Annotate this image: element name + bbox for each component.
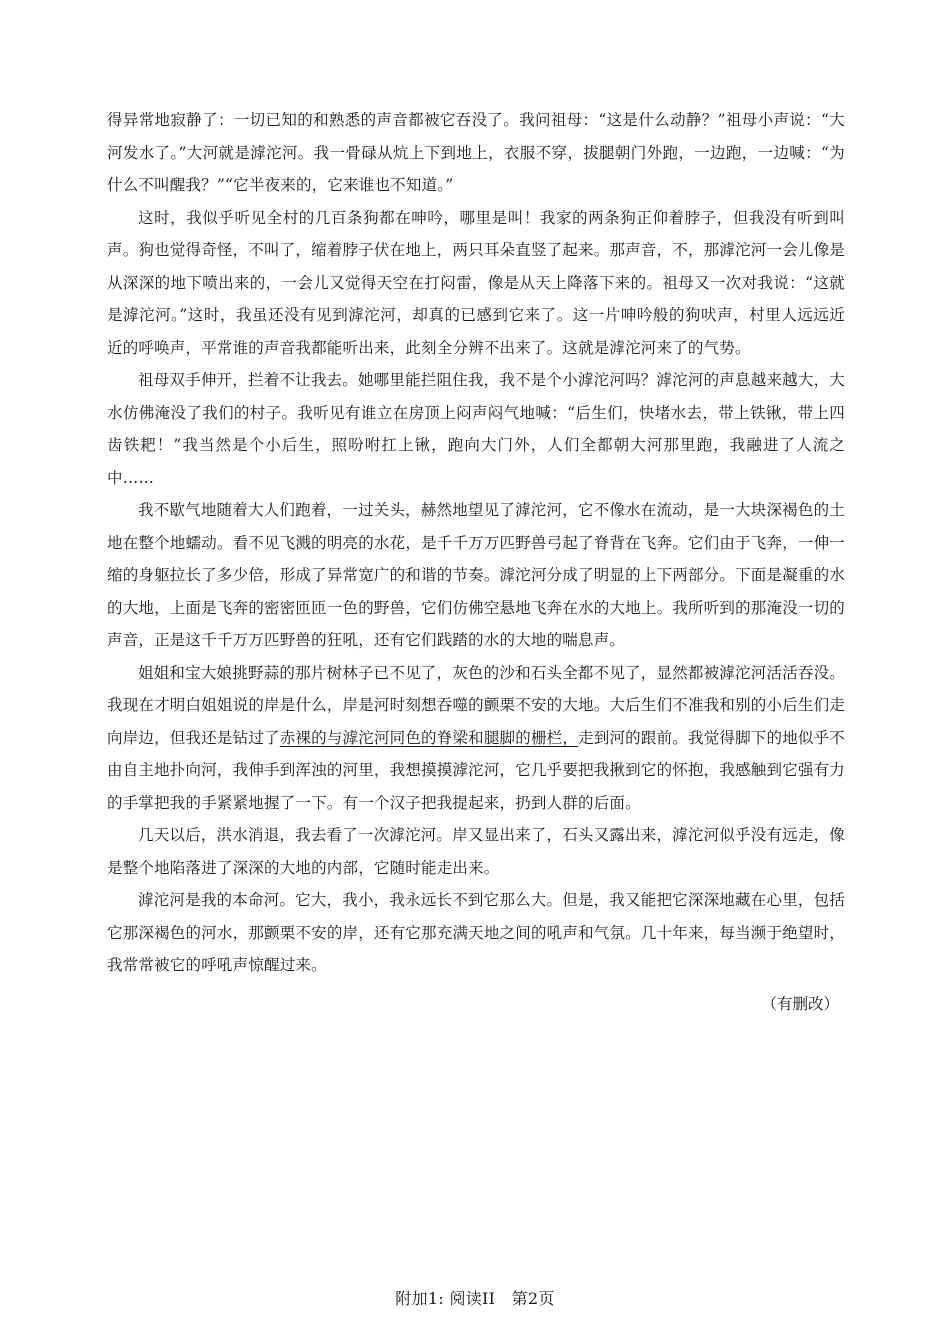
paragraph-flood-recedes: 几天以后，洪水消退，我去看了一次滹沱河。岸又显出来了，石头又露出来，滹沱河似乎没有远走，像是整个地陷落进了深深的大地的内部，它随时能走出来。 (107, 826, 845, 877)
paragraph-river-view: 我不歇气地随着大人们跑着，一过关头，赫然地望见了滹沱河，它不像水在流动，是一大块深褐色的土地在整个地蠕动。看不见飞溅的明亮的水花，是千千万万匹野兽弓起了脊背在飞奔。它们由于飞奔，一伸一缩的身躯拉长了多少倍，形成了异常宽广的和谐的节奏。滹沱河分成了明显的上下两部分。下面是凝重的水的大地，上面是飞奔的密密匝匝一色的野兽，它们仿佛空悬地飞奔在水的大地上。我所听到的那淹没一切的声音，正是这千千万万匹野兽的狂吼，还有它们践踏的水的大地的喘息声。 (107, 501, 845, 649)
page-footer: 附加1: 阅读II 第2页 (395, 1289, 555, 1308)
article-body (107, 104, 845, 1020)
underlined-phrase: 赤裸的与滹沱河同色的脊梁和腿脚的栅栏， (279, 728, 579, 747)
paragraph-grandmother: 祖母双手伸开，拦着不让我去。她哪里能拦阻住我，我不是个小滹沱河吗？滹沱河的声息越来越大，大水仿佛淹没了我们的村子。我听见有谁立在房顶上闷声闷气地喊：“后生们，快堵水去，带上铁锹，带上四齿铁耙！”我当然是个小后生，照吩咐扛上锹，跑向大门外，人们全都朝大河那里跑，我融进了人流之中…… (107, 371, 845, 487)
paragraph-riverbank (107, 657, 845, 820)
abridged-note: （有删改） (761, 994, 839, 1013)
riverbank-text-after: 走到河的跟前。我觉得脚下的地似乎不由自主地扑向河，我伸手到浑浊的河里，我想摸摸滹沱河，它几乎要把我揪到它的怀抱，我感触到它强有力的手掌把我的手紧紧地握了一下。有一个汉子把我提起来，扔到人群的后面。 (107, 728, 846, 812)
paragraph-continuation: 得异常地寂静了：一切已知的和熟悉的声音都被它吞没了。我问祖母：“这是什么动静？”祖母小声说：“大河发水了。”大河就是滹沱河。我一骨碌从炕上下到地上，衣服不穿，拔腿朝门外跑，一边跑，一边喊：“为什么不叫醒我？”“它半夜来的，它来谁也不知道。” (107, 111, 845, 194)
paragraph-dogs: 这时，我似乎听见全村的几百条狗都在呻吟，哪里是叫！我家的两条狗正仰着脖子，但我没有听到叫声。狗也觉得奇怪，不叫了，缩着脖子伏在地上，两只耳朵直竖了起来。那声音，不，那滹沱河一会儿像是从深深的地下喷出来的，一会儿又觉得天空在打闷雷，像是从天上降落下来的。祖母又一次对我说：“这就是滹沱河。”这时，我虽还没有见到滹沱河，却真的已感到它来了。这一片呻吟般的狗吠声，村里人远远近近的呼唤声，平常谁的声音我都能听出来，此刻全分辨不出来了。这就是滹沱河来了的气势。 (107, 208, 845, 357)
riverbank-text-before: 姐姐和宝大娘挑野蒜的那片树林子已不见了，灰色的沙和石头全都不见了，显然都被滹沱河活活吞没。我现在才明白姐姐说的岸是什么，岸是河时刻想吞噬的颤栗不安的大地。大后生们不准我和别的小后生们走向岸边，但我还是钻过了 (107, 663, 845, 747)
paragraph-life-river: 滹沱河是我的本命河。它大，我小，我永远长不到它那么大。但是，我又能把它深深地藏在心里，包括它那深褐色的河水，那颤栗不安的岸，还有它那充满天地之间的吼声和气氛。几十年来，每当濒于绝望时，我常常被它的呼吼声惊醒过来。 (107, 891, 845, 974)
